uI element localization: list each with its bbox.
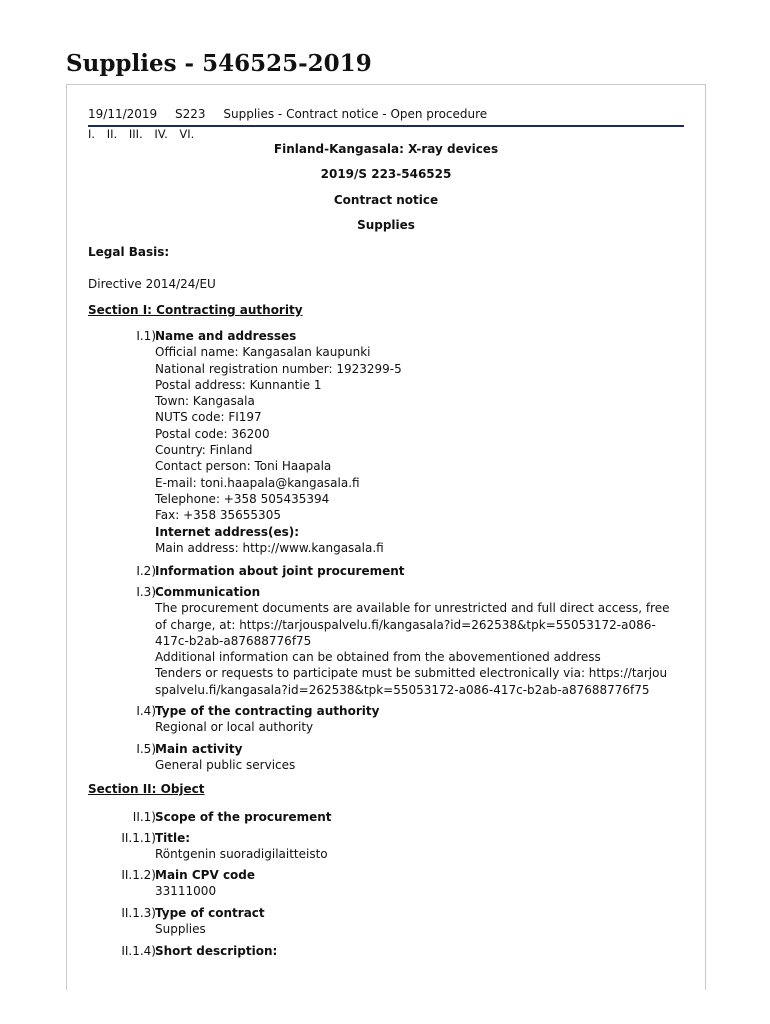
item-label: Main activity — [155, 742, 243, 756]
item-label: Information about joint procurement — [155, 564, 405, 578]
communication-line[interactable]: 417c-b2ab-a87688776f75 — [155, 633, 312, 648]
postal-code: Postal code: 36200 — [155, 426, 270, 441]
item-value: Röntgenin suoradigilaitteisto — [155, 847, 328, 862]
nav-link-section-3[interactable]: III. — [128, 127, 143, 141]
contact-person: Contact person: Toni Haapala — [155, 459, 332, 474]
item-number: II.1.2) — [121, 868, 156, 882]
main-address-link[interactable]: Main address: http://www.kangasala.fi — [155, 540, 384, 555]
communication-line: Additional information can be obtained from the abovementioned address — [155, 650, 601, 665]
legal-basis-value: Directive 2014/24/EU — [88, 277, 216, 291]
item-label: Short description: — [155, 944, 278, 958]
item-label: Name and addresses — [155, 329, 297, 343]
item-number: II.1.1) — [121, 831, 156, 845]
item-label: Title: — [155, 831, 191, 845]
item-value: Regional or local authority — [155, 720, 314, 735]
item-value: Supplies — [155, 922, 206, 937]
item-number: I.2) — [136, 564, 156, 578]
item-label: Scope of the procurement — [155, 810, 332, 824]
item-label: Type of contract — [155, 906, 265, 920]
notice-date: 19/11/2019 — [88, 107, 158, 121]
communication-line[interactable]: of charge, at: https://tarjouspalvelu.fi/kangasala?id=262538&tpk=55053172-a086- — [155, 617, 656, 632]
nuts-code: NUTS code: FI197 — [155, 410, 262, 425]
item-number: I.1) — [136, 329, 156, 343]
communication-line[interactable]: spalvelu.fi/kangasala?id=262538&tpk=55053172-a086-417c-b2ab-a87688776f75 — [155, 682, 650, 697]
notice-heading-title: Finland-Kangasala: X-ray devices — [273, 142, 499, 156]
item-number: I.5) — [136, 742, 156, 756]
section-1-title[interactable]: Section I: Contracting authority — [88, 303, 303, 317]
country: Country: Finland — [155, 443, 253, 458]
legal-basis-label: Legal Basis: — [88, 245, 170, 259]
item-number: II.1.4) — [121, 944, 156, 958]
section-2-title[interactable]: Section II: Object — [88, 782, 205, 796]
notice-heading-category: Supplies — [357, 218, 415, 232]
item-value: General public services — [155, 758, 296, 773]
nav-link-section-6[interactable]: VI. — [179, 127, 195, 141]
communication-line: The procurement documents are available for unrestricted and full direct access, free — [155, 601, 670, 616]
email[interactable]: E-mail: toni.haapala@kangasala.fi — [155, 475, 360, 490]
notice-heading-type: Contract notice — [333, 193, 439, 207]
notice-heading-number: 2019/S 223-546525 — [320, 167, 452, 181]
nav-link-section-2[interactable]: II. — [106, 127, 118, 141]
notice-series: S223 — [175, 107, 206, 121]
page-title: Supplies - 546525-2019 — [66, 50, 372, 77]
item-label: Communication — [155, 585, 261, 599]
item-label: Type of the contracting authority — [155, 704, 380, 718]
town: Town: Kangasala — [155, 394, 255, 409]
item-label: Main CPV code — [155, 868, 256, 882]
item-number: II.1.3) — [121, 906, 156, 920]
postal-address: Postal address: Kunnantie 1 — [155, 377, 322, 392]
item-value: 33111000 — [155, 884, 217, 899]
internet-address-label: Internet address(es): — [155, 524, 300, 539]
telephone: Telephone: +358 505435394 — [155, 491, 330, 506]
section-nav — [88, 127, 202, 141]
registration-number: National registration number: 1923299-5 — [155, 361, 402, 376]
item-number: II.1) — [132, 810, 156, 824]
communication-line[interactable]: Tenders or requests to participate must be submitted electronically via: https://tarjou — [155, 666, 668, 681]
fax: Fax: +358 35655305 — [155, 508, 281, 523]
official-name: Official name: Kangasalan kaupunki — [155, 345, 371, 360]
item-number: I.4) — [136, 704, 156, 718]
nav-link-section-1[interactable]: I. — [88, 127, 96, 141]
notice-type: Supplies - Contract notice - Open procedure — [223, 107, 488, 121]
item-number: I.3) — [136, 585, 156, 599]
nav-link-section-4[interactable]: IV. — [154, 127, 168, 141]
notice-header — [88, 107, 684, 127]
